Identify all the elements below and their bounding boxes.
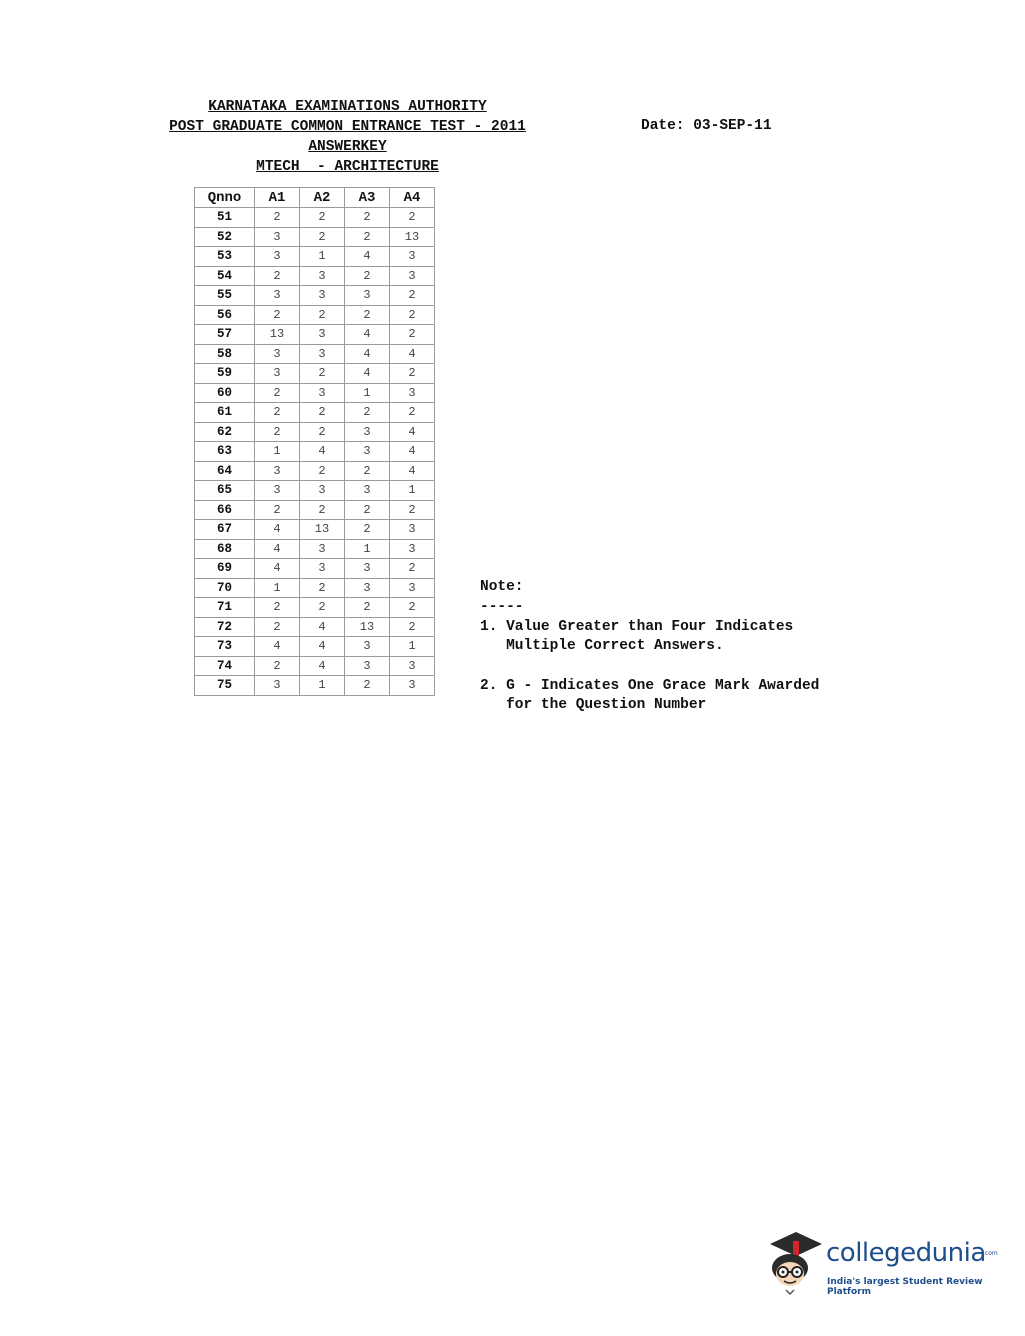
answer-cell: 1 [300, 676, 345, 696]
table-row [195, 266, 435, 286]
answer-cell: 2 [390, 208, 435, 228]
question-number-cell: 71 [195, 598, 255, 618]
answer-cell: 4 [390, 442, 435, 462]
answer-cell: 4 [300, 442, 345, 462]
question-number-cell: 68 [195, 539, 255, 559]
table-row [195, 344, 435, 364]
answer-cell: 2 [300, 208, 345, 228]
answer-cell: 2 [300, 403, 345, 423]
answer-cell: 3 [345, 286, 390, 306]
answer-cell: 2 [390, 305, 435, 325]
answer-cell: 2 [345, 461, 390, 481]
question-number-cell: 75 [195, 676, 255, 696]
answer-cell: 2 [345, 266, 390, 286]
answer-cell: 2 [300, 422, 345, 442]
answer-cell: 3 [255, 364, 300, 384]
answer-cell: 2 [255, 617, 300, 637]
question-number-cell: 52 [195, 227, 255, 247]
answer-cell: 4 [300, 656, 345, 676]
answer-cell: 2 [390, 598, 435, 618]
answer-cell: 4 [255, 637, 300, 657]
question-number-cell: 74 [195, 656, 255, 676]
answer-cell: 2 [345, 208, 390, 228]
question-number-cell: 64 [195, 461, 255, 481]
table-row [195, 481, 435, 501]
answer-cell: 2 [345, 520, 390, 540]
answer-cell: 2 [300, 500, 345, 520]
answer-cell: 4 [255, 520, 300, 540]
answer-cell: 3 [390, 676, 435, 696]
table-row [195, 286, 435, 306]
note-underline: ----- [480, 599, 524, 615]
answerkey-title: ANSWERKEY [308, 139, 387, 155]
answer-cell: 1 [345, 383, 390, 403]
note-item-2-line-1: 2. G - Indicates One Grace Mark Awarded [480, 678, 820, 694]
answer-cell: 2 [255, 266, 300, 286]
question-number-cell: 55 [195, 286, 255, 306]
answer-cell: 2 [255, 598, 300, 618]
answer-cell: 2 [255, 422, 300, 442]
question-number-cell: 62 [195, 422, 255, 442]
answer-cell: 3 [255, 247, 300, 267]
answer-cell: 4 [255, 539, 300, 559]
answer-cell: 2 [345, 305, 390, 325]
question-number-cell: 59 [195, 364, 255, 384]
table-row [195, 461, 435, 481]
table-row [195, 422, 435, 442]
answer-key-table [194, 187, 435, 696]
answer-cell: 3 [255, 461, 300, 481]
note-item-2-line-2: for the Question Number [480, 697, 707, 713]
column-header: Qnno [195, 188, 255, 208]
question-number-cell: 72 [195, 617, 255, 637]
question-number-cell: 66 [195, 500, 255, 520]
answer-cell: 3 [390, 656, 435, 676]
exam-date: Date: 03-SEP-11 [641, 118, 772, 134]
table-row [195, 617, 435, 637]
answer-cell: 2 [300, 227, 345, 247]
question-number-cell: 70 [195, 578, 255, 598]
answer-cell: 4 [390, 461, 435, 481]
answer-cell: 3 [345, 422, 390, 442]
collegedunia-logo [766, 1228, 996, 1298]
table-row [195, 247, 435, 267]
answer-cell: 3 [300, 481, 345, 501]
note-item-1-line-2: Multiple Correct Answers. [480, 638, 724, 654]
answer-cell: 13 [300, 520, 345, 540]
table-row [195, 539, 435, 559]
logo-wordmark: collegedunia [826, 1238, 986, 1268]
logo-tagline: India's largest Student Review Platform [827, 1277, 983, 1297]
answer-cell: 3 [390, 383, 435, 403]
table-row [195, 305, 435, 325]
answer-cell: 4 [345, 344, 390, 364]
answer-cell: 2 [300, 461, 345, 481]
answer-cell: 4 [345, 364, 390, 384]
answer-cell: 3 [300, 383, 345, 403]
question-number-cell: 54 [195, 266, 255, 286]
answer-cell: 3 [255, 227, 300, 247]
question-number-cell: 57 [195, 325, 255, 345]
question-number-cell: 65 [195, 481, 255, 501]
answer-cell: 1 [255, 442, 300, 462]
answer-cell: 2 [255, 500, 300, 520]
answer-cell: 3 [300, 325, 345, 345]
table-row [195, 559, 435, 579]
answer-cell: 2 [390, 559, 435, 579]
answer-cell: 2 [345, 227, 390, 247]
answer-cell: 3 [300, 559, 345, 579]
answer-cell: 2 [300, 364, 345, 384]
answer-cell: 3 [300, 266, 345, 286]
answer-cell: 3 [390, 247, 435, 267]
question-number-cell: 51 [195, 208, 255, 228]
answer-cell: 3 [390, 578, 435, 598]
note-title: Note: [480, 579, 524, 595]
table-row [195, 520, 435, 540]
answer-cell: 3 [345, 578, 390, 598]
table-row [195, 578, 435, 598]
table-row [195, 364, 435, 384]
answer-cell: 2 [255, 656, 300, 676]
answer-cell: 4 [345, 247, 390, 267]
table-row [195, 656, 435, 676]
answer-cell: 4 [390, 344, 435, 364]
table-row [195, 598, 435, 618]
answer-cell: 2 [255, 383, 300, 403]
answer-cell: 3 [345, 481, 390, 501]
answer-cell: 1 [390, 481, 435, 501]
answer-cell: 2 [300, 305, 345, 325]
table-row [195, 676, 435, 696]
question-number-cell: 67 [195, 520, 255, 540]
answer-cell: 3 [255, 676, 300, 696]
answer-cell: 3 [345, 637, 390, 657]
column-header: A4 [390, 188, 435, 208]
logo-suffix: .com [983, 1250, 998, 1257]
answer-cell: 3 [390, 539, 435, 559]
answer-cell: 2 [345, 676, 390, 696]
answer-cell: 3 [255, 481, 300, 501]
answer-cell: 13 [345, 617, 390, 637]
answer-cell: 2 [255, 403, 300, 423]
question-number-cell: 63 [195, 442, 255, 462]
authority-title: KARNATAKA EXAMINATIONS AUTHORITY [208, 99, 487, 115]
answer-cell: 2 [345, 598, 390, 618]
answer-cell: 2 [255, 208, 300, 228]
answer-cell: 3 [300, 344, 345, 364]
answer-cell: 2 [390, 364, 435, 384]
answer-cell: 2 [345, 403, 390, 423]
table-row [195, 383, 435, 403]
answer-cell: 1 [390, 637, 435, 657]
answer-cell: 1 [255, 578, 300, 598]
graduate-mascot-icon [766, 1228, 824, 1298]
column-header: A1 [255, 188, 300, 208]
answer-cell: 3 [255, 286, 300, 306]
question-number-cell: 69 [195, 559, 255, 579]
answer-cell: 3 [345, 442, 390, 462]
question-number-cell: 53 [195, 247, 255, 267]
table-row [195, 208, 435, 228]
answer-cell: 3 [300, 539, 345, 559]
answer-cell: 3 [390, 266, 435, 286]
answer-cell: 2 [255, 305, 300, 325]
answer-cell: 2 [390, 403, 435, 423]
table-row [195, 637, 435, 657]
table-row [195, 442, 435, 462]
answer-cell: 2 [300, 598, 345, 618]
answer-cell: 2 [390, 500, 435, 520]
table-header-row [195, 188, 435, 208]
answer-cell: 4 [345, 325, 390, 345]
table-row [195, 325, 435, 345]
exam-title: POST GRADUATE COMMON ENTRANCE TEST - 2011 [169, 119, 526, 135]
column-header: A2 [300, 188, 345, 208]
answer-cell: 3 [345, 656, 390, 676]
answer-cell: 4 [300, 617, 345, 637]
course-title: MTECH - ARCHITECTURE [256, 159, 439, 175]
answer-cell: 13 [390, 227, 435, 247]
answer-cell: 13 [255, 325, 300, 345]
question-number-cell: 61 [195, 403, 255, 423]
column-header: A3 [345, 188, 390, 208]
answer-cell: 3 [300, 286, 345, 306]
question-number-cell: 58 [195, 344, 255, 364]
answer-cell: 2 [300, 578, 345, 598]
answer-cell: 4 [255, 559, 300, 579]
answer-cell: 4 [390, 422, 435, 442]
table-row [195, 403, 435, 423]
answer-cell: 1 [300, 247, 345, 267]
question-number-cell: 56 [195, 305, 255, 325]
question-number-cell: 60 [195, 383, 255, 403]
answer-cell: 2 [345, 500, 390, 520]
answer-cell: 4 [300, 637, 345, 657]
answer-cell: 3 [255, 344, 300, 364]
answer-cell: 2 [390, 286, 435, 306]
answer-cell: 1 [345, 539, 390, 559]
question-number-cell: 73 [195, 637, 255, 657]
answer-cell: 3 [345, 559, 390, 579]
table-row [195, 227, 435, 247]
answer-cell: 3 [390, 520, 435, 540]
note-item-1-line-1: 1. Value Greater than Four Indicates [480, 619, 794, 635]
table-row [195, 500, 435, 520]
answer-cell: 2 [390, 617, 435, 637]
answer-cell: 2 [390, 325, 435, 345]
